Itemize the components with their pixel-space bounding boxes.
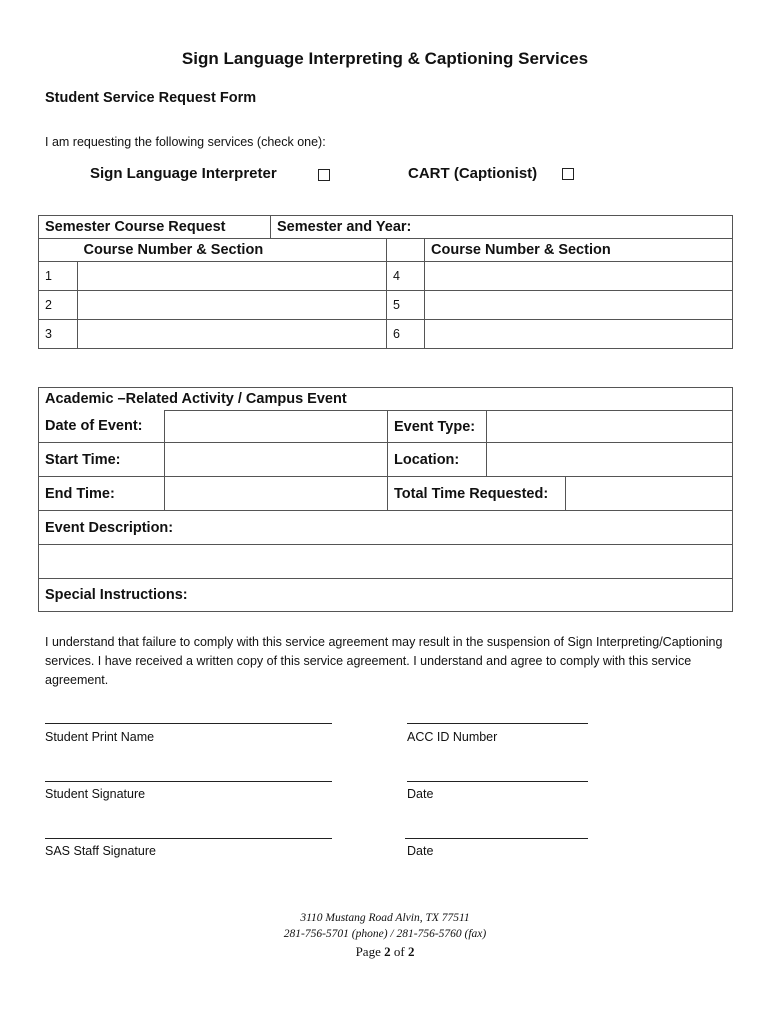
footer-phones: 281-756-5701 (phone) / 281-756-5760 (fax) xyxy=(283,928,487,940)
course-row-number: 2 xyxy=(39,291,78,320)
staff-signature-line[interactable] xyxy=(45,838,332,839)
event-type-label: Event Type: xyxy=(388,411,487,443)
student-print-name-line[interactable] xyxy=(45,723,332,724)
date-line-1[interactable] xyxy=(407,781,588,782)
course-header-right: Course Number & Section xyxy=(425,239,733,262)
event-section-heading: Academic –Related Activity / Campus Event xyxy=(39,388,733,411)
end-time-label: End Time: xyxy=(39,477,165,511)
location-field[interactable] xyxy=(487,443,733,477)
course-row-number: 6 xyxy=(387,320,425,349)
agreement-text: I understand that failure to comply with this service agreement may result in the suspension of Sign Interpreting/Captioning services. I have received a written copy of this service agreement. I understand and agree to comply with this service agreement. xyxy=(45,635,723,687)
course-field-2[interactable] xyxy=(78,291,387,320)
total-time-field[interactable] xyxy=(566,477,733,511)
start-time-field[interactable] xyxy=(165,443,388,477)
course-row xyxy=(39,291,733,320)
course-field-6[interactable] xyxy=(425,320,733,349)
special-instructions-label: Special Instructions: xyxy=(39,579,733,612)
end-time-field[interactable] xyxy=(165,477,388,511)
course-field-5[interactable] xyxy=(425,291,733,320)
course-row xyxy=(39,262,733,291)
footer-address: 3110 Mustang Road Alvin, TX 77511 xyxy=(300,912,470,924)
course-row-number: 1 xyxy=(39,262,78,291)
course-row-number: 4 xyxy=(387,262,425,291)
semester-year-field[interactable]: Semester and Year: xyxy=(271,216,733,239)
start-time-label: Start Time: xyxy=(39,443,165,477)
date-of-event-field[interactable] xyxy=(165,411,388,443)
acc-id-line[interactable] xyxy=(407,723,588,724)
event-description-field[interactable] xyxy=(39,545,733,579)
course-header-left: Course Number & Section xyxy=(78,239,387,262)
service-instruction: I am requesting the following services (check one): xyxy=(45,135,326,149)
course-row xyxy=(39,320,733,349)
form-subtitle: Student Service Request Form xyxy=(45,90,257,106)
acc-id-label: ACC ID Number xyxy=(407,730,498,744)
course-row-number: 3 xyxy=(39,320,78,349)
student-signature-label: Student Signature xyxy=(45,787,146,801)
event-description-label: Event Description: xyxy=(39,511,733,545)
date-label-1: Date xyxy=(407,787,434,801)
date-label-2: Date xyxy=(407,844,434,858)
date-line-2[interactable] xyxy=(405,838,588,839)
staff-signature-label: SAS Staff Signature xyxy=(45,844,156,858)
page-number: Page 2 of 2 xyxy=(355,944,415,959)
course-field-3[interactable] xyxy=(78,320,387,349)
course-row-number: 5 xyxy=(387,291,425,320)
option-sign-language-label: Sign Language Interpreter xyxy=(90,165,277,182)
campus-event-table xyxy=(38,387,733,612)
student-print-name-label: Student Print Name xyxy=(45,730,155,744)
total-time-label: Total Time Requested: xyxy=(388,477,566,511)
course-field-4[interactable] xyxy=(425,262,733,291)
course-field-1[interactable] xyxy=(78,262,387,291)
student-signature-line[interactable] xyxy=(45,781,332,782)
cart-checkbox[interactable] xyxy=(562,168,574,180)
form-title: Sign Language Interpreting & Captioning Services xyxy=(181,49,589,68)
semester-course-table xyxy=(38,215,733,349)
location-label: Location: xyxy=(388,443,487,477)
option-cart-label: CART (Captionist) xyxy=(408,165,538,182)
semester-course-heading: Semester Course Request xyxy=(39,216,271,239)
date-of-event-label: Date of Event: xyxy=(39,411,165,443)
sign-language-checkbox[interactable] xyxy=(318,169,330,181)
event-type-field[interactable] xyxy=(487,411,733,443)
